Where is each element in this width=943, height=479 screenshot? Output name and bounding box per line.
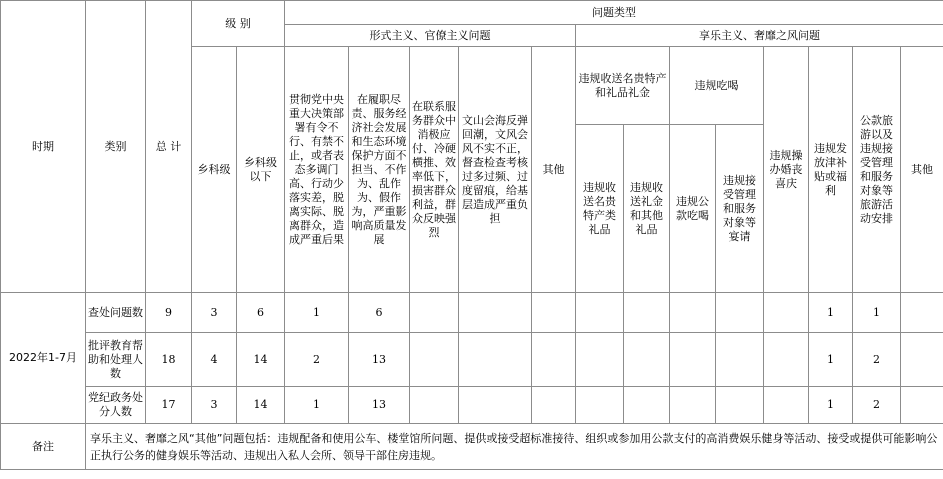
header-dining-banquet: 违规接受管理和服务对象等宴请 [716,125,764,293]
cell-gifts-a [576,333,624,387]
cell-total: 17 [146,387,192,424]
cell-dining-a [670,387,716,424]
cell-f3 [410,333,459,387]
cell-h-other [901,293,943,333]
header-level: 级 别 [192,1,285,47]
cell-f1: 2 [285,333,349,387]
header-dining-public: 违规公款吃喝 [670,125,716,293]
header-dining: 违规吃喝 [670,47,764,125]
table-row [1,293,943,333]
cell-f2: 13 [349,333,410,387]
cell-township: 3 [192,293,237,333]
note-row [1,424,943,470]
cell-travel: 2 [853,387,901,424]
row-label: 批评教育帮助和处理人数 [86,333,146,387]
cell-gifts-b [624,293,670,333]
cell-h-other [901,333,943,387]
header-formalism-4: 文山会海反弹回潮，文风会风不实不正，督查检查考核过多过频、过度留痕，给基层造成严重负担 [459,47,532,293]
cell-below: 6 [237,293,285,333]
cell-f-other [532,293,576,333]
cell-below: 14 [237,333,285,387]
header-gifts-cash: 违规收送礼金和其他礼品 [624,125,670,293]
note-text: 享乐主义、奢靡之风“其他”问题包括：违规配备和使用公车、楼堂馆所问题、提供或接受超标准接待、组织或参加用公款支付的高消费娱乐健身等活动、接受或提供可能影响公正执行公务的健身娱乐等活动、违规出入私人会所、领导干部住房违规。 [86,424,943,470]
cell-h-other [901,387,943,424]
cell-township: 3 [192,387,237,424]
cell-travel: 1 [853,293,901,333]
header-period: 时期 [1,1,86,293]
header-subsidy: 违规发放津补贴或福利 [809,47,853,293]
cell-subsidy: 1 [809,333,853,387]
row-label: 查处问题数 [86,293,146,333]
cell-f4 [459,387,532,424]
cell-dining-b [716,387,764,424]
cell-township: 4 [192,333,237,387]
period-cell: 2022年1-7月 [1,293,86,424]
cell-dining-a [670,293,716,333]
header-formalism-1: 贯彻党中央重大决策部署有令不行、有禁不止，或者表态多调门高、行动少落实差，脱离实际、脱离群众，造成严重后果 [285,47,349,293]
cell-weddings [764,333,809,387]
header-weddings: 违规操办婚丧喜庆 [764,47,809,293]
cell-travel: 2 [853,333,901,387]
cell-weddings [764,293,809,333]
header-hedonism-other: 其他 [901,47,943,293]
header-category: 类别 [86,1,146,293]
header-formalism-other: 其他 [532,47,576,293]
header-below-township: 乡科级以下 [237,47,285,293]
cell-gifts-a [576,387,624,424]
header-travel: 公款旅游以及违规接受管理和服务对象等旅游活动安排 [853,47,901,293]
cell-dining-b [716,293,764,333]
cell-gifts-b [624,333,670,387]
header-township: 乡科级 [192,47,237,293]
cell-total: 9 [146,293,192,333]
cell-subsidy: 1 [809,387,853,424]
header-formalism: 形式主义、官僚主义问题 [285,25,576,47]
header-formalism-2: 在履职尽责、服务经济社会发展和生态环境保护方面不担当、不作为、乱作为、假作为，严重影响高质量发展 [349,47,410,293]
table-row [1,333,943,387]
header-problem-type: 问题类型 [285,1,943,25]
cell-dining-b [716,333,764,387]
cell-f2: 6 [349,293,410,333]
cell-f1: 1 [285,293,349,333]
row-label: 党纪政务处分人数 [86,387,146,424]
header-gifts: 违规收送名贵特产和礼品礼金 [576,47,670,125]
cell-gifts-a [576,293,624,333]
cell-f3 [410,387,459,424]
header-formalism-3: 在联系服务群众中消极应付、冷硬横推、效率低下，损害群众利益，群众反映强烈 [410,47,459,293]
header-total: 总 计 [146,1,192,293]
cell-f-other [532,387,576,424]
cell-f3 [410,293,459,333]
table-row [1,387,943,424]
cell-f4 [459,333,532,387]
cell-weddings [764,387,809,424]
cell-f1: 1 [285,387,349,424]
header-hedonism: 享乐主义、奢靡之风问题 [576,25,943,47]
cell-f4 [459,293,532,333]
header-gifts-specialty: 违规收送名贵特产类礼品 [576,125,624,293]
cell-gifts-b [624,387,670,424]
cell-below: 14 [237,387,285,424]
cell-f2: 13 [349,387,410,424]
note-label: 备注 [1,424,86,470]
cell-f-other [532,333,576,387]
cell-subsidy: 1 [809,293,853,333]
cell-dining-a [670,333,716,387]
cell-total: 18 [146,333,192,387]
